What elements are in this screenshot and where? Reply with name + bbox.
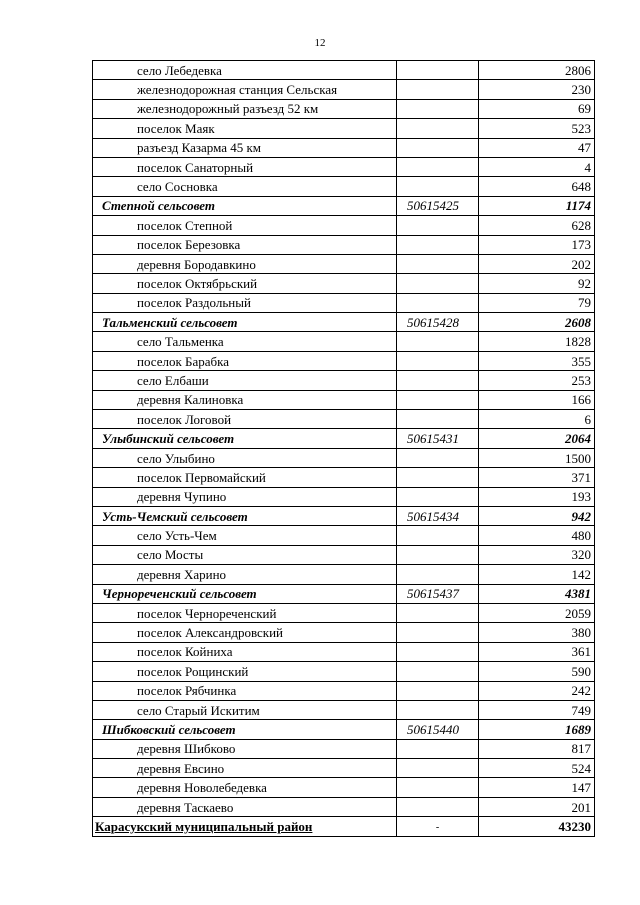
population-cell: 4381: [479, 584, 595, 603]
table-row: [93, 739, 595, 758]
table-body: [93, 61, 595, 837]
population-cell: 69: [479, 99, 595, 118]
name-cell: железнодорожный разъезд 52 км: [93, 99, 397, 118]
population-cell: 142: [479, 565, 595, 584]
name-cell: поселок Рябчинка: [93, 681, 397, 700]
name-cell: деревня Чупино: [93, 487, 397, 506]
name-cell: поселок Раздольный: [93, 293, 397, 312]
name-cell: Усть-Чемский сельсовет: [93, 506, 397, 525]
population-cell: 202: [479, 254, 595, 273]
population-cell: 230: [479, 80, 595, 99]
population-cell: 2806: [479, 61, 595, 80]
name-cell: деревня Калиновка: [93, 390, 397, 409]
population-cell: 590: [479, 662, 595, 681]
population-cell: 628: [479, 216, 595, 235]
code-cell: [397, 662, 479, 681]
council-row: [93, 584, 595, 603]
table-row: [93, 390, 595, 409]
name-cell: поселок Первомайский: [93, 468, 397, 487]
code-cell: [397, 177, 479, 196]
code-cell: [397, 80, 479, 99]
population-cell: 43230: [479, 817, 595, 836]
code-cell: [397, 138, 479, 157]
population-cell: 92: [479, 274, 595, 293]
code-cell: [397, 351, 479, 370]
table-row: [93, 623, 595, 642]
name-cell: поселок Березовка: [93, 235, 397, 254]
code-cell: 50615440: [397, 720, 479, 739]
code-cell: [397, 61, 479, 80]
page-number: 12: [314, 37, 326, 49]
table-row: [93, 332, 595, 351]
code-cell: [397, 797, 479, 816]
population-cell: 47: [479, 138, 595, 157]
name-cell: поселок Койниха: [93, 642, 397, 661]
name-cell: деревня Бородавкино: [93, 254, 397, 273]
table-row: [93, 157, 595, 176]
table-row: [93, 351, 595, 370]
name-cell: село Сосновка: [93, 177, 397, 196]
table-row: [93, 526, 595, 545]
code-cell: 50615437: [397, 584, 479, 603]
population-cell: 2059: [479, 603, 595, 622]
table-row: [93, 700, 595, 719]
name-cell: поселок Октябрьский: [93, 274, 397, 293]
table-row: [93, 216, 595, 235]
population-cell: 4: [479, 157, 595, 176]
code-cell: [397, 216, 479, 235]
code-cell: [397, 565, 479, 584]
name-cell: Степной сельсовет: [93, 196, 397, 215]
code-cell: [397, 157, 479, 176]
code-cell: [397, 119, 479, 138]
table-row: [93, 565, 595, 584]
council-row: [93, 720, 595, 739]
code-cell: 50615434: [397, 506, 479, 525]
council-row: [93, 196, 595, 215]
name-cell: железнодорожная станция Сельская: [93, 80, 397, 99]
table-row: [93, 177, 595, 196]
table-row: [93, 119, 595, 138]
code-cell: [397, 642, 479, 661]
code-cell: [397, 623, 479, 642]
population-cell: 2608: [479, 313, 595, 332]
population-cell: 749: [479, 700, 595, 719]
table-row: [93, 61, 595, 80]
population-cell: 193: [479, 487, 595, 506]
name-cell: поселок Санаторный: [93, 157, 397, 176]
code-cell: [397, 778, 479, 797]
table-row: [93, 410, 595, 429]
population-cell: 380: [479, 623, 595, 642]
table-row: [93, 487, 595, 506]
code-cell: [397, 293, 479, 312]
code-cell: [397, 526, 479, 545]
name-cell: Карасукский муниципальный район: [93, 817, 397, 836]
code-cell: [397, 603, 479, 622]
name-cell: Шибковский сельсовет: [93, 720, 397, 739]
name-cell: поселок Александровский: [93, 623, 397, 642]
table-row: [93, 759, 595, 778]
name-cell: поселок Барабка: [93, 351, 397, 370]
table-row: [93, 80, 595, 99]
table-row: [93, 778, 595, 797]
population-cell: 361: [479, 642, 595, 661]
name-cell: село Старый Искитим: [93, 700, 397, 719]
population-cell: 1689: [479, 720, 595, 739]
name-cell: поселок Маяк: [93, 119, 397, 138]
population-cell: 648: [479, 177, 595, 196]
code-cell: -: [397, 817, 479, 836]
population-cell: 523: [479, 119, 595, 138]
table-row: [93, 797, 595, 816]
population-cell: 320: [479, 545, 595, 564]
code-cell: [397, 371, 479, 390]
council-row: [93, 429, 595, 448]
name-cell: поселок Рощинский: [93, 662, 397, 681]
name-cell: Тальменский сельсовет: [93, 313, 397, 332]
table-row: [93, 642, 595, 661]
population-cell: 79: [479, 293, 595, 312]
council-row: [93, 506, 595, 525]
name-cell: деревня Харино: [93, 565, 397, 584]
name-cell: поселок Чернореченский: [93, 603, 397, 622]
name-cell: Улыбинский сельсовет: [93, 429, 397, 448]
name-cell: Чернореченский сельсовет: [93, 584, 397, 603]
table-row: [93, 545, 595, 564]
name-cell: село Тальменка: [93, 332, 397, 351]
name-cell: деревня Новолебедевка: [93, 778, 397, 797]
population-cell: 942: [479, 506, 595, 525]
table-row: [93, 138, 595, 157]
table-row: [93, 681, 595, 700]
population-cell: 253: [479, 371, 595, 390]
code-cell: [397, 332, 479, 351]
population-cell: 166: [479, 390, 595, 409]
name-cell: поселок Логовой: [93, 410, 397, 429]
code-cell: [397, 274, 479, 293]
population-cell: 173: [479, 235, 595, 254]
population-cell: 242: [479, 681, 595, 700]
table-row: [93, 662, 595, 681]
table-row: [93, 293, 595, 312]
population-cell: 1500: [479, 448, 595, 467]
code-cell: [397, 545, 479, 564]
table-row: [93, 99, 595, 118]
code-cell: [397, 487, 479, 506]
population-cell: 201: [479, 797, 595, 816]
name-cell: село Елбаши: [93, 371, 397, 390]
code-cell: [397, 99, 479, 118]
table-row: [93, 235, 595, 254]
table-row: [93, 468, 595, 487]
table-row: [93, 371, 595, 390]
code-cell: 50615425: [397, 196, 479, 215]
code-cell: [397, 410, 479, 429]
population-cell: 371: [479, 468, 595, 487]
name-cell: село Лебедевка: [93, 61, 397, 80]
table-row: [93, 274, 595, 293]
code-cell: [397, 468, 479, 487]
settlements-table: [92, 60, 595, 837]
population-cell: 147: [479, 778, 595, 797]
table-row: [93, 603, 595, 622]
table-row: [93, 254, 595, 273]
district-total-row: [93, 817, 595, 836]
name-cell: деревня Шибково: [93, 739, 397, 758]
population-cell: 1174: [479, 196, 595, 215]
code-cell: [397, 681, 479, 700]
population-cell: 1828: [479, 332, 595, 351]
name-cell: деревня Евсино: [93, 759, 397, 778]
population-cell: 6: [479, 410, 595, 429]
code-cell: [397, 759, 479, 778]
code-cell: [397, 448, 479, 467]
code-cell: [397, 739, 479, 758]
code-cell: 50615431: [397, 429, 479, 448]
name-cell: село Мосты: [93, 545, 397, 564]
population-cell: 817: [479, 739, 595, 758]
name-cell: разъезд Казарма 45 км: [93, 138, 397, 157]
population-cell: 2064: [479, 429, 595, 448]
name-cell: село Улыбино: [93, 448, 397, 467]
population-cell: 524: [479, 759, 595, 778]
name-cell: деревня Таскаево: [93, 797, 397, 816]
name-cell: село Усть-Чем: [93, 526, 397, 545]
code-cell: [397, 254, 479, 273]
code-cell: [397, 700, 479, 719]
table-row: [93, 448, 595, 467]
population-cell: 480: [479, 526, 595, 545]
population-cell: 355: [479, 351, 595, 370]
code-cell: [397, 235, 479, 254]
name-cell: поселок Степной: [93, 216, 397, 235]
code-cell: [397, 390, 479, 409]
council-row: [93, 313, 595, 332]
code-cell: 50615428: [397, 313, 479, 332]
